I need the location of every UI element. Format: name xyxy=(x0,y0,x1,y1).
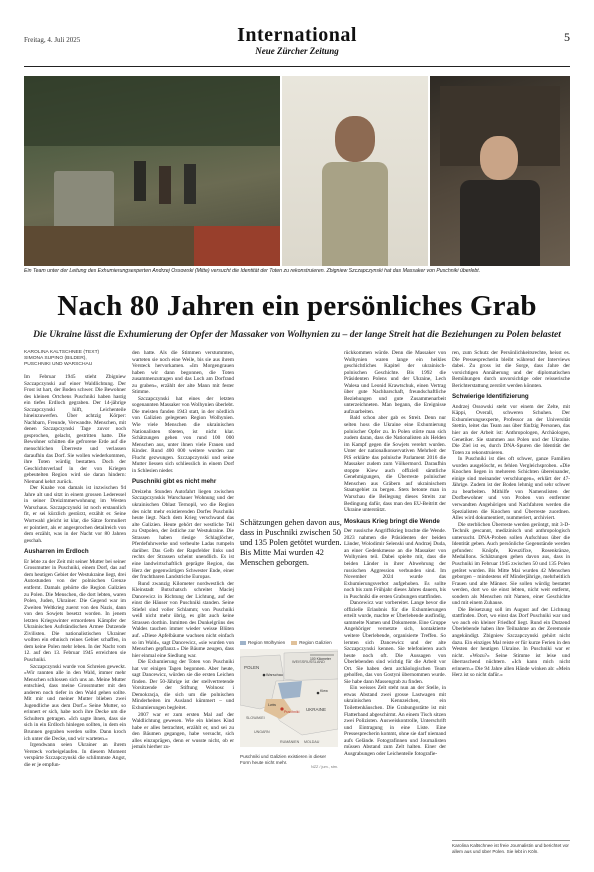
issue-date: Freitag, 4. Juli 2025 xyxy=(24,36,81,44)
masthead-rule xyxy=(24,66,570,67)
paragraph: Dancewicz war vorbereitet. Lange bevor die offizielle Erlaubnis für die Exhumierungen erteilt wurde, machte er Überlebende ausfindig, sammelte Namen und Dokumente. Eine Gruppe Angehöriger vernetzte sich, kontaktierte weitere Überlebende, organisierte Treffen. So lernten sich Dancewicz und der alte Szczapczynski kennen. Sie telefonieren auch heute noch oft. Die Aussagen von Überlebenden sind wichtig für die Arbeit vor Ort. Sie haben dem archäologischen Team geholfen, das von Gostyni übernommen wurde. Sie habe dann Massengrab zu finden. xyxy=(344,600,446,685)
paper-name: Neue Zürcher Zeitung xyxy=(255,46,339,56)
paragraph: Dreizehn Stunden Autofahrt liegen zwischen Szczapczynskis Warschauer Wohnung und der ukrainischen Oblast Ternopil, wo die Region des nicht mehr existierenden Dorfes Puschniki heute liegt. Nach dem Krieg verschwand das alte Galizien. Heute gehört der westliche Teil zu Ostpolen, der östliche zur Westukraine. Die Strassen haben riesige Schlaglöcher, Pferdefuhrwerke und verbeulte Ladas rumpeln darüber. Das Gelb der Rapsfelder links und rechts der Strassen scheint unendlich. Es ist eine landwirtschaftlich geprägte Region, das Herz der gegenwärtigen Schwester Ende, einer der fruchtbaren Landstriche Europas. xyxy=(132,488,234,581)
wolhynien-region xyxy=(278,681,302,699)
paragraph: Er lebte zu der Zeit mit seiner Mutter bei seiner Grossmutter in Puschniki, einem Dorf, das auf dem heutigen Gebiet der Westukraine liegt, drei Autostunden von der polnischen Grenze entfernt. Damals gehörte die Region Galizien zu Polen. Die Menschen, die dort lebten, waren Polen, Juden, Ukrainer. Die Gegend war im Zweiten Weltkrieg zuerst von den Nazis, dann von den Sowjets besetzt worden. In jenem letzten Kriegswinter ermordeten Kämpfer der Ukrainischen Aufständischen Armee Dutzende Zivilisten. Die nationalistischen Ukrainer wollten ein ethnisch reines Gebiet schaffen, in dem keine Polen mehr leben. In der Nacht vom 12. auf den 13. Februar 1945 erreichten sie Puschniki. xyxy=(24,558,126,663)
byline xyxy=(24,350,126,368)
paragraph: Ein weisses Zelt steht nun an der Stelle, in etwas Abstand zwei grosse Lastwagen mit ukrainischen Kennzeichen, ein Toilettenhäuschen. Die Grabungsstätte ist mit Flatterband abgeschirmt. An einem Tisch sitzen zwei Polizisten. Ausweiskontrolle, Unterschrift und Eintragung in eine Liste. Eine Pressesprecherin kommt, ohne sie darf niemand aufs Gelände. Fotografinnen und Journalisten müssen Abstand zum Zelt halten. Einer der Ausgrabungen oder Leichenteile fotografie- xyxy=(344,685,446,757)
paragraph: In Puschniki ist dies oft schwer, ganze Familien wurden ausgelöscht, es fehlen Vergleichsproben. «Die Knochen liegen in mehreren Schichten übereinander, einige sind meinander verschlungen», erklärt der 47-Jährige. Zudem ist der Boden lehmig und sehr schwer zu bearbeiten. Mithilfe von Namenslisten der Dorfbewohner und von Proben von entfernter verwandten Angehörigen und Nachfahren werden die Spezialisten die Knochen und Überreste zuordnen. Alles wird dokumentiert, nummeriert, archiviert. xyxy=(452,456,570,522)
legend-swatch-galizien xyxy=(291,641,297,645)
masthead xyxy=(24,24,570,72)
warschau-marker xyxy=(263,674,266,677)
paragraph: Die Exhumierung der Toten von Puschniki hat vor einigen Tagen begonnen. Aber heute, sagt Dancewicz, würden sie die ersten Leichen finden. Der 50-Jährige ist der stellvertretende Vorsitzende der Stiftung Wolnosc i Demokracja, die sich um die polnischen Minderheiten im Ausland kümmert – und Exhumierungen begleitet. xyxy=(132,659,234,711)
photo-caption: Ein Team unter der Leitung des Exhumierungsexperten Andrzej Ossowski (Mitte) versucht die Identität der Toten zu rekonstruieren. Zbigniew Szczapczynski hat das Massaker von Puschniki überlebt. xyxy=(24,268,481,274)
author-note: Karolina Kaltschnee ist freie Journalistin und berichtet vor allem aus und über Polen. Sie lebt in Köln. xyxy=(452,840,570,854)
paragraph: Szczapczynski hat eines der letzten sogenannten Massaker von Wolhynien überlebt. Die meisten fanden 1943 statt, in der nördlich von Galizien gelegenen Region Wolhynien. Wie viele Menschen die ukrainischen Nationalisten töteten, ist nicht klar. Schätzungen gehen von rund 100 000 Menschen aus, unter ihnen viele Frauen und Kinder. Rund 400 000 weitere wurden zur Flucht gezwungen. Szczapczynski und seine Mutter liessen sich schliesslich in einem Dorf in Schlesien nieder. xyxy=(132,395,234,474)
legend-label: Region Galizien xyxy=(299,640,332,645)
paragraph: Szczapczynski wurde von Schreien geweckt. «Wir rannten alle in den Wald, immer mehr Menschen schlossen sich uns an. Meine Mutter entschied, dass meine Grossmutter mit den anderen noch tiefer in den Wald gehen sollte. Mit mir und meiner Mutter blieben zwei Jugendliche aus dem Dorf.» Seine Mutter, so erinnert er sich, habe noch ihre Decke um die Schultern getragen. «Ich sagte ihnen, dass sie sich in ein Erdloch hinlegen sollten, in dem ein Brunnen gegraben werden sollte. Dann kroch ich unter die Decke, und wir warteten.» xyxy=(24,663,126,742)
map-svg xyxy=(240,649,338,747)
map-label: POLEN xyxy=(244,665,260,670)
map-label: MOLDAU xyxy=(304,740,320,744)
article-subhead: Die Ukraine lässt die Exhumierung der Opfer der Massaker von Wolhynien zu – der lange Streit hat die Beziehungen zu Polen belastet xyxy=(33,330,561,340)
portrait-survivor-photo xyxy=(430,76,570,266)
belarus-shape xyxy=(284,651,338,681)
paragraph: den hatte. Als die Stimmen verstummten, warteten sie noch eine Weile, bis sie aus ihrem Versteck hervorkamen. «Im Morgengrauen haben wir dann begonnen, die Toten zusammenzutragen und das Loch am Dorfrand zu graben», erzählt der alte Mann mit fester Stimme. xyxy=(132,350,234,396)
portrait-expert-photo xyxy=(282,76,428,266)
paragraph: ren, zum Schutz der Persönlichkeitsrechte, heisst es. Die Pressesprecherin bleibt während der Interviews dabei. Zu gross ist die Sorge, dass Jahre der vorsichtigen Annäherung und der diplomatischen Bemühungen durch unvorsichtige oder reisserische Berichterstattung zerstört werden könnten. xyxy=(452,350,570,389)
kiew-marker xyxy=(317,692,320,695)
page-number: 5 xyxy=(564,30,570,44)
column-5 xyxy=(452,350,570,679)
map-label: UKRAINE xyxy=(306,707,327,712)
paragraph: 2007 war er zum ersten Mal auf der Waldlichtung gewesen. Wie ein kleines Kind habe er alles betrachtet, erzählt er, und sei zu den Bäumen gegangen, habe versucht, sich alles einzuprägen, denn er wusste nicht, ob er jemals hierher zu- xyxy=(132,711,234,751)
column-2 xyxy=(132,350,234,751)
legend-item xyxy=(240,640,285,645)
paragraph: Bald schon aber gab es Streit. Denn nur selten hoss die Ukraine eine Exhumierung polnischer Opfer zu. In Polen störte man sich zudem daran, dass die Nationalisten als Helden im Kampf gegen die Sowjets verehrt wurden. Unter der nationalkonservativen Mehrheit der PiS erklärte das polnische Parlament 2016 die Massaker zudem zum Völkermord. Daraufhin stoppte Kiew auch offiziell sämtliche Genehmigungen, die Überreste polnischer Menschen aus Gräbern auf ukrainischem Staatsgebiet zu bergen. Stets betonte man in Warschau die Beilegung dieses Streits zur Bedingung dafür, dass man den EU-Beitritt der Ukraine unterstützt. xyxy=(344,415,446,514)
map-label: UNGARN xyxy=(254,730,270,734)
map-label: Puschniki xyxy=(284,710,300,714)
map-label: Warschau xyxy=(266,673,283,677)
paragraph: Der russische Angriffskrieg brachte die Wende. 2023 nahmen die Präsidenten der beiden Länder, Wolodimir Selenski und Andrzej Duda, an einer Gedenkmesse an die Massaker von Wolhynien teil. Dabei spielte mit, dass die beiden Länder in ihrer Abwehrung der russischen Aggression verbunden sind. Im November 2024 wurde das Exhumierungsverbot aufgehoben. Es sollte noch bis zum Frühjahr dieses Jahres dauern, bis in Puschniki die ersten Grabungen stattfinden. xyxy=(344,528,446,600)
paragraph: Die sterblichen Überreste werden geröntgt, mit 3-D-Technik gescannt, medizinisch und anthropologisch untersucht. DNA-Proben sollen Aufschluss über die Identität geben. Auch persönliche Gegenstände werden gefunden: Knöpfe, Kreuzifixe, Rosenkränze, Medaillons. Schätzungen gehen davon aus, dass in Puschniki im Februar 1945 zwischen 50 und 135 Polen getötet wurden. Bis Mitte Mai wurden 42 Menschen geborgen – mindestens elf Minderjährige, mehrheitlich Frauen und alte Männer. Sie sollen würdig bestattet werden, dort wo sie einst lebten, nicht weit entfernt, sondern als Menschen mit Namen, einer Geschichte und mit einem Zuhause. xyxy=(452,521,570,607)
subheading: Puschniki gibt es nicht mehr xyxy=(132,478,217,486)
exhumation-site-photo xyxy=(24,76,280,266)
map-graphic xyxy=(240,640,338,780)
paragraph: Der Knabe von damals ist inzwischen 94 Jahre alt und sitzt in einem grossen Lederessel in seiner Dreizimmerwohnung im Westen Warschaus. Szczapczynski ist noch erstaunlich fit, er sei kürzlich gestürzt, erzählt er. Seine Wortwahl gleicht ist klar, die Sätze formuliert er pointiert, als er angesprochen detailreich von dem erzählt, was in der Nacht vor 80 Jahren geschah. xyxy=(24,485,126,544)
subheading: Schwierige Identifizierung xyxy=(452,393,529,401)
pull-quote: Schätzungen gehen davon aus, dass in Puschniki zwischen 50 und 135 Polen getötet wurden. Bis Mitte Mai wurden 42 Menschen geborgen. xyxy=(240,518,342,567)
legend-swatch-wolhynien xyxy=(240,641,246,645)
map-label: SLOWAKEI xyxy=(246,716,265,720)
paragraph: Andrzej Ossowski steht vor einem der Zelte, mit Käppi, Overall, schweren Schuhen. Der Exhumierungsexperte, Professor an der Universität Stettin, leitet das Team aus über fünfzig Personen, das hier an der Arbeit ist: Anthropologen, Archäologen, Genetiker. Sie stammen aus Polen und der Ukraine. Die Ziel ist es, durch DNA-Spuren die Identität der Toten zu rekonstruieren. xyxy=(452,403,570,456)
article-headline: Nach 80 Jahren ein persönliches Grab xyxy=(57,290,537,322)
section-title: International xyxy=(237,24,357,46)
paragraph: rückkommen würde. Denn die Massaker von Wolhynien waren lange ein heikles geschichtliches Kapitel der ukrainisch-polnischen Geschichte. Bis 1992 die Präsidenten Polens und der Ukraine, Lech Walesa und Leonid Krawtschuk, einen Vertrag über gute Nachbarschaft, freundschaftliche Beziehungen und gute Zusammenarbeit unterzeichneten. Man begann, die Ereignisse aufzuarbeiten. xyxy=(344,350,446,415)
paragraph: Rund zwanzig Kilometer nordwestlich der Kleinstadt Butschatsch schreitet Maciej Dancewicz in Richtung der Lichtung, auf der einst die Häuser von Puschniki standen. Seine Stiefel sind voller Schlamm; von Puschniki weiß nicht mehr übrig, es gibt auch keine Strassen dorthin. Inmitten des Dunkelgrüns des Waldes tauchen immer wieder weisse Blüten auf. «Diese Apfelbäume wachsen nicht einfach so im Wald», sagt Dancewicz, «sie wurden von Menschen gepflanzt.» Die Bäume zeugen, dass hier einmal eine Siedlung war. xyxy=(132,580,234,659)
map-label: WEISSRUSSLAND xyxy=(292,660,325,664)
map-caption: Puschniki und Galizien existieren in dieser Form heute nicht mehr. xyxy=(240,754,327,765)
byline-line: PUSCHNIKI UND WARSCHAU xyxy=(24,362,93,367)
photo-strip xyxy=(24,76,570,266)
paragraph: Im Februar 1945 stieht Zbigniew Szczapczynski auf einer Waldlichtung. Der Frost ist hart, der Boden schwer. Die Bewohner des kleinen Ortchens Puschniki haben hastig ein tiefes Erdloch gegraben. Der 14-jährige Szczapczynski hilft, Leichenteile hineinzuwerfen. Über achtzig Körper: Nachbarn, Freunde, Verwandte. Menschen, mit denen Szczapczynski Tage zuvor noch gesprochen, gelacht, gestritten hatte. Die Bewohner schütten die gefrorene Erde auf die menschlichen Überreste und verlassen daraufhin das Dorf. Sie wollen wiederkommen, ihre Toten würdig bestatten. Doch der Geschichtsverlauf in der von Kriegen gebeutelten Region wird sie daran hindern: Niemand kehrt zurück. xyxy=(24,374,126,485)
map-source: NZZ / jum., stm. xyxy=(311,765,338,769)
map-legend xyxy=(240,640,338,645)
byline-line: SIMONA SUPINO (BILDER), xyxy=(24,356,87,361)
column-1 xyxy=(24,350,126,768)
legend-item xyxy=(291,640,331,645)
legend-label: Region Wolhynien xyxy=(248,640,286,645)
paragraph: Die Beisetzung soll im August auf der Lichtung stattfinden. Dort, wo einst das Dorf Puschniki war und wo auch ein kleiner Friedhof liegt. Rund ein Dutzend Überlebende haben ihre Teilnahme an der Zeremonie angekündigt. Zbigniew Szczapczynski gehört nicht dazu. Ein einziges Mal reiste er für kurze Ferien in den Westen der heutigen Ukraine. In Puschniki war er nicht. «Wozu?» Seine Stimme ist leise und überraschend nüchtern. «Ich kann mich nicht erinnern.» Die 94 Jahre allen Hände winken ab: «Mein Herz ist so nicht dafür.» xyxy=(452,606,570,679)
byline-line: KAROLINA KALTSCHNEE (TEXT) xyxy=(24,350,100,355)
subheading: Ausharren im Erdloch xyxy=(24,548,89,556)
masthead-center xyxy=(24,24,570,56)
map-label: RUMÄNIEN xyxy=(280,740,300,744)
map-label: Lwiw xyxy=(268,703,276,707)
scale-label: 100 Kilometer xyxy=(310,657,331,661)
column-4 xyxy=(344,350,446,757)
paragraph: Irgendwann seien Ukrainer an ihrem Versteck vorbeigelaufen. In diesem Moment verspürte Szczapczynski die schlimmste Angst, die er je empfun- xyxy=(24,742,126,768)
map-label: Kiew xyxy=(320,689,328,693)
subheading: Moskaus Krieg bringt die Wende xyxy=(344,517,440,525)
